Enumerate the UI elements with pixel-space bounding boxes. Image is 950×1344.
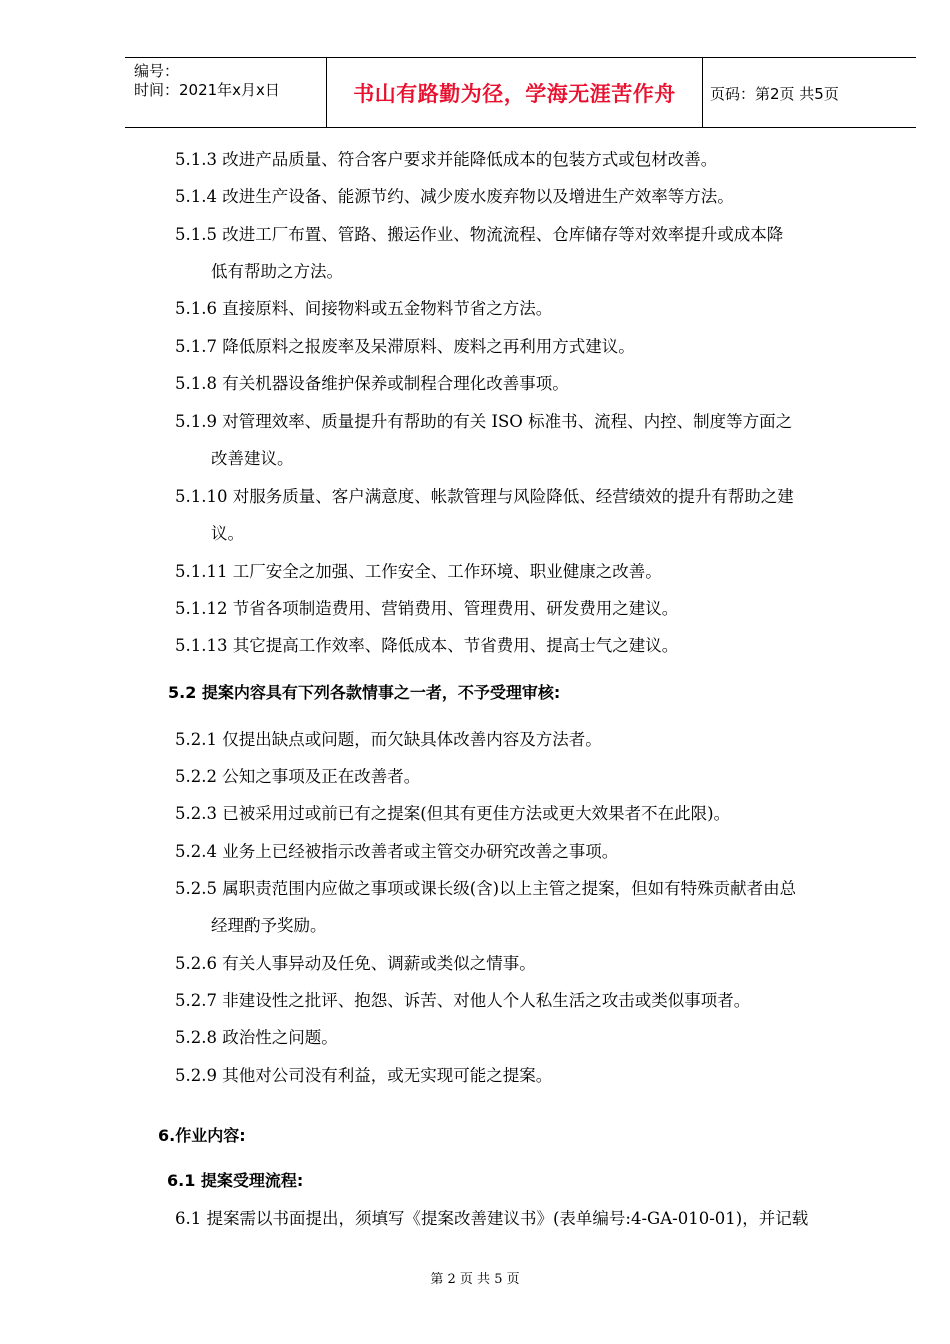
clause-5-1-6: 5.1.6 直接原料、间接物料或五金物料节省之方法。	[175, 299, 553, 318]
clause-5-1-4: 5.1.4 改进生产设备、能源节约、减少废水废弃物以及增进生产效率等方法。	[175, 187, 734, 206]
header-meta	[134, 62, 280, 100]
clause-5-1-9: 5.1.9 对管理效率、质量提升有帮助的有关 ISO 标准书、流程、内控、制度等方面之	[175, 412, 793, 431]
clause-5-1-7: 5.1.7 降低原料之报废率及呆滞原料、废料之再利用方式建议。	[175, 337, 635, 356]
clause-5-1-12: 5.1.12 节省各项制造费用、营销费用、管理费用、研发费用之建议。	[175, 599, 679, 618]
clause-5-1-13: 5.1.13 其它提高工作效率、降低成本、节省费用、提高士气之建议。	[175, 636, 679, 655]
clause-5-2-6: 5.2.6 有关人事异动及任免、调薪或类似之情事。	[175, 954, 536, 973]
section-5-2-heading: 5.2 提案内容具有下列各款情事之一者，不予受理审核:	[168, 683, 561, 702]
clause-5-2-2: 5.2.2 公知之事项及正在改善者。	[175, 767, 421, 786]
header-motto: 书山有路勤为径，学海无涯苦作舟	[353, 82, 676, 106]
clause-5-2-4: 5.2.4 业务上已经被指示改善者或主管交办研究改善之事项。	[175, 842, 619, 861]
document-number-label: 编号：	[134, 62, 180, 80]
clause-5-2-1: 5.2.1 仅提出缺点或问题，而欠缺具体改善内容及方法者。	[175, 730, 602, 749]
section-6-heading: 6.作业内容:	[158, 1126, 246, 1145]
page-header	[125, 57, 916, 128]
clause-5-2-5: 5.2.5 属职责范围内应做之事项或课长级(含)以上主管之提案，但如有特殊贡献者由总	[175, 879, 797, 898]
header-page-info: 页码：第2页 共5页	[710, 85, 839, 103]
page-footer: 第 2 页 共 5 页	[430, 1272, 520, 1287]
clause-5-2-9: 5.2.9 其他对公司没有利益，或无实现可能之提案。	[175, 1066, 553, 1085]
clause-5-2-7: 5.2.7 非建设性之批评、抱怨、诉苦、对他人个人私生活之攻击或类似事项者。	[175, 991, 751, 1010]
clause-5-1-11: 5.1.11 工厂安全之加强、工作安全、工作环境、职业健康之改善。	[175, 562, 662, 581]
clause-5-1-5-continued: 低有帮助之方法。	[211, 262, 343, 281]
clause-5-1-10-continued: 议。	[211, 524, 244, 543]
section-6-1-heading: 6.1 提案受理流程:	[167, 1171, 304, 1190]
header-divider	[702, 58, 703, 127]
clause-5-1-5: 5.1.5 改进工厂布置、管路、搬运作业、物流流程、仓库储存等对效率提升或成本降	[175, 225, 784, 244]
clause-6-1: 6.1 提案需以书面提出，须填写《提案改善建议书》(表单编号:4-GA-010-01)，并记载	[175, 1209, 809, 1228]
clause-5-1-3: 5.1.3 改进产品质量、符合客户要求并能降低成本的包装方式或包材改善。	[175, 150, 718, 169]
clause-5-2-3: 5.2.3 已被采用过或前已有之提案(但其有更佳方法或更大效果者不在此限)。	[175, 804, 731, 823]
clause-5-2-8: 5.2.8 政治性之问题。	[175, 1028, 338, 1047]
clause-5-1-9-continued: 改善建议。	[211, 449, 294, 468]
clause-5-1-10: 5.1.10 对服务质量、客户满意度、帐款管理与风险降低、经营绩效的提升有帮助之建	[175, 487, 794, 506]
document-time-label: 时间：2021年x月x日	[134, 81, 280, 99]
clause-5-2-5-continued: 经理酌予奖励。	[211, 916, 327, 935]
clause-5-1-8: 5.1.8 有关机器设备维护保养或制程合理化改善事项。	[175, 374, 569, 393]
